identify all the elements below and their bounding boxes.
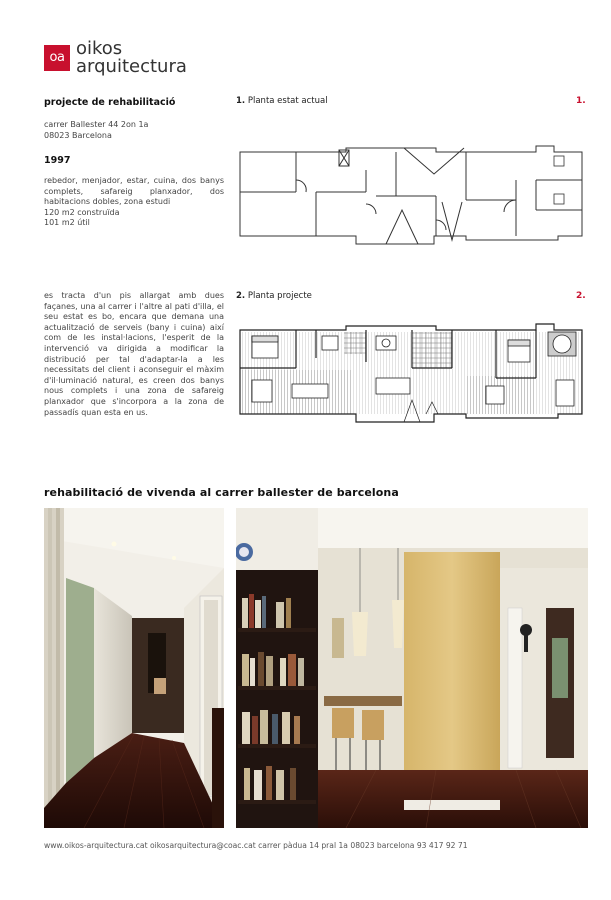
plan-2-title [236,291,312,301]
project-year: 1997 [44,155,71,166]
plan-1-badge: 1. [576,96,586,106]
existing-floor-plan-drawing [236,140,588,250]
useful-area: 101 m2 útil [44,218,90,228]
logo-wordmark-oikos: oikos [76,38,123,59]
corridor-photo [44,508,224,828]
project-heading: projecte de rehabilitació [44,97,176,108]
project-description: es tracta d'un pis allargat amb dues façanes, una al carrer i l'altre al pati d'illa, el seu estat es bo, encara que demana una actualització de serveis (bany i cuina) així com de les instal·lacions, l'esperit de la intervenció va dirigida a modificar la distribució per tal d'adaptar-la a les necessitats del client i aconseguir el màxim d'il·luminació natural, es creen dos banys nous complets i una zona de safareig planxador que s'incorpora a la zona de passadís quan esta en us. [44,291,224,417]
address-line-2: 08023 Barcelona [44,130,112,140]
project-floor-plan-drawing [236,318,588,428]
section-title: rehabilitació de vivenda al carrer ballester de barcelona [44,486,399,499]
plan-1-label: Planta estat actual [247,96,328,106]
footer-contact: www.oikos-arquitectura.cat oikosarquitectura@coac.cat carrer pàdua 14 pral 1a 08023 barcelona 93 417 92 71 [44,841,468,850]
built-area: 120 m2 construïda [44,207,120,217]
logo-badge: oa [44,45,70,71]
living-room-photo [236,508,588,828]
plan-2-label: Planta projecte [247,291,312,301]
project-program: rebedor, menjador, estar, cuina, dos banys complets, safareig planxador, dos habitacions dobles, zona estudi [44,176,224,207]
plan-2-number: 2. [236,291,246,301]
plan-1-title [236,96,328,106]
project-program-block [44,176,224,229]
plan-1-number: 1. [236,96,246,106]
address-line-1: carrer Ballester 44 2on 1a [44,120,149,129]
logo-wordmark-arquitectura: arquitectura [76,56,187,77]
plan-2-badge: 2. [576,291,586,301]
project-address [44,120,224,141]
